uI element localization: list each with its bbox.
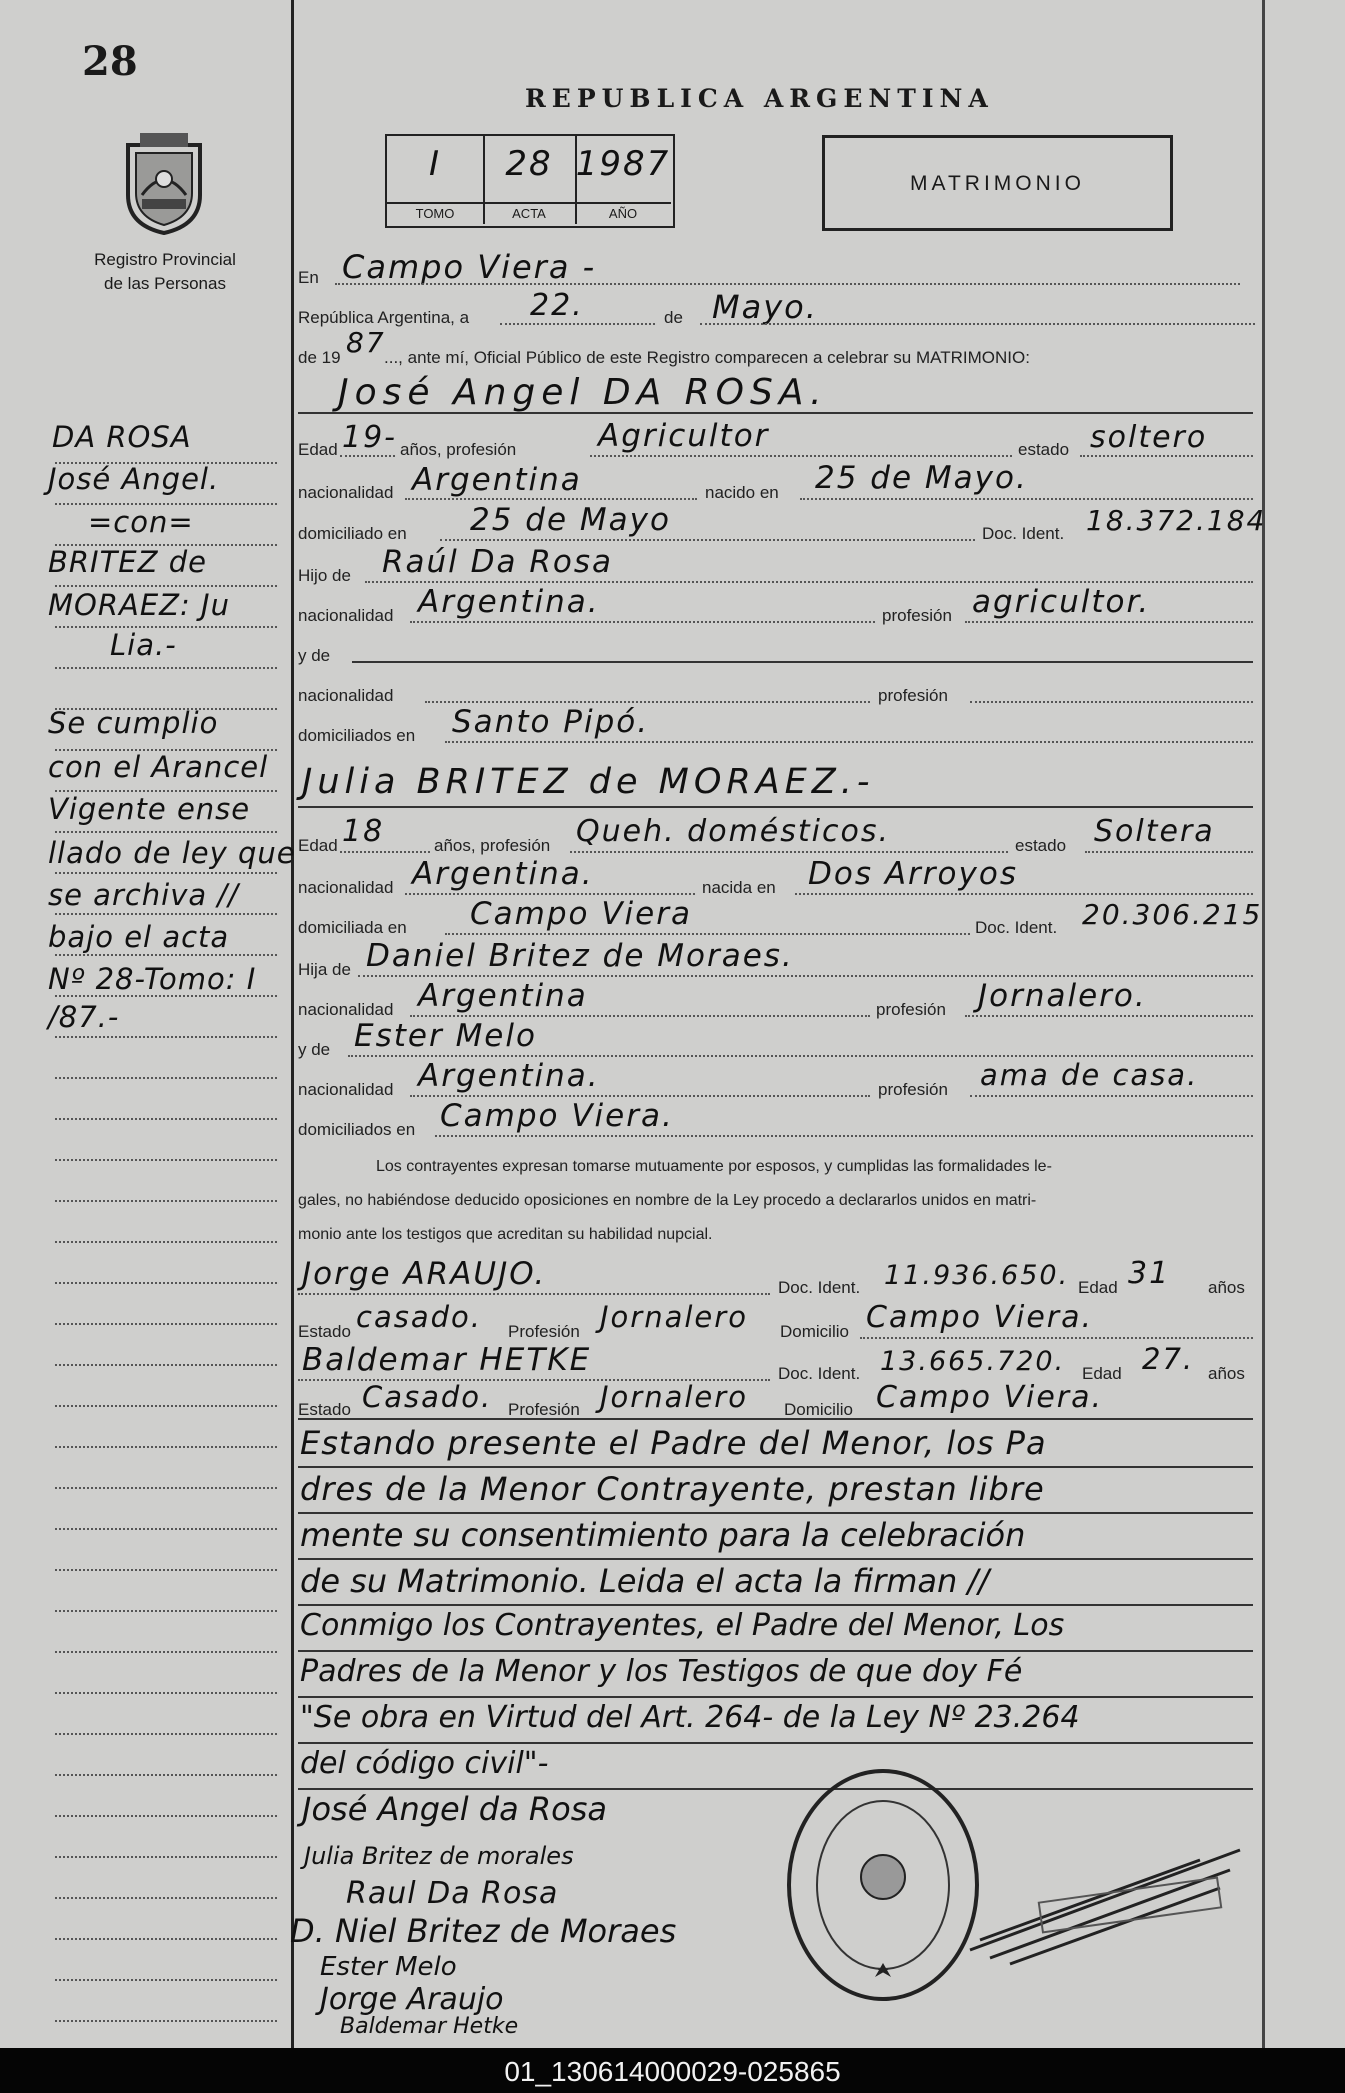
tomo-label: TOMO (387, 202, 483, 221)
stamp-note-line: Nº 28-Tomo: I (48, 962, 257, 996)
domiciliada-label: domiciliada en (298, 918, 407, 937)
observation-line: mente su consentimiento para la celebración (300, 1516, 1026, 1554)
observation-line: Conmigo los Contrayentes, el Padre del Menor, Los (300, 1608, 1065, 1643)
anio-cell (575, 136, 671, 224)
footer-code: 01_130614000029-025865 (504, 2056, 841, 2087)
witness-edad-label: Edad (1078, 1278, 1118, 1297)
groom-residence: 25 de Mayo (470, 502, 671, 538)
declaration-line: monio ante los testigos que acreditan su habilidad nupcial. (298, 1226, 713, 1243)
margin-rule-line (55, 1651, 277, 1653)
margin-note-line: BRITEZ de (48, 545, 207, 579)
tomo-cell (387, 136, 485, 224)
declaration-line: gales, no habiéndose deducido oposiciones en nombre de la Ley procedo a declararlos unidos en matri- (298, 1192, 1037, 1209)
signature: Julia Britez de morales (304, 1842, 574, 1870)
bride-residence: Campo Viera (470, 896, 692, 932)
witness-doc-label: Doc. Ident. (778, 1364, 861, 1383)
bride-nationality: Argentina. (412, 856, 594, 892)
tomo-value: I (428, 144, 442, 184)
margin-rule-line (55, 1364, 277, 1366)
estado-label: estado (1015, 836, 1067, 855)
y-de-label: y de (298, 1040, 331, 1059)
margin-rule-line (55, 1323, 277, 1325)
witness-profession: Jornalero (600, 1300, 748, 1334)
signature: Raul Da Rosa (346, 1876, 559, 1911)
ceremony-day: 22. (530, 288, 584, 323)
witness-estado-label: Estado (298, 1322, 351, 1341)
margin-rule-line (55, 1077, 277, 1079)
margin-rule-line (55, 1610, 277, 1612)
margin-divider (291, 0, 294, 2048)
bride-birthplace: Dos Arroyos (808, 856, 1018, 892)
groom-civil-state: soltero (1090, 420, 1208, 455)
margin-note-line: MORAEZ: Ju (48, 588, 230, 622)
bride-age: 18 (342, 814, 385, 849)
witness-domicilio-label: Domicilio (784, 1400, 853, 1419)
bride-father-name: Daniel Britez de Moraes. (366, 938, 794, 974)
bride-civil-state: Soltera (1094, 814, 1215, 849)
bride-mother-profession: ama de casa. (980, 1058, 1199, 1092)
ceremony-year: 87 (346, 326, 386, 359)
margin-rule-line (55, 1815, 277, 1817)
nacionalidad-label: nacionalidad (298, 878, 394, 897)
observation-line: dres de la Menor Contrayente, prestan libre (300, 1470, 1045, 1508)
stamp-note-line: /87.- (48, 1000, 120, 1034)
witness-anos-label: años (1208, 1364, 1245, 1383)
ceremony-place: Campo Viera - (342, 248, 597, 286)
margin-note-line: José Angel. (48, 462, 220, 496)
margin-rule-line (55, 667, 277, 669)
margin-rule-line (55, 1036, 277, 1038)
margin-rule-line (55, 831, 277, 833)
nacionalidad-label: nacionalidad (298, 606, 394, 625)
nacido-label: nacido en (705, 483, 779, 502)
groom-profession: Agricultor (598, 418, 770, 454)
witness-estado-label: Estado (298, 1400, 351, 1419)
witness-edad-label: Edad (1082, 1364, 1122, 1383)
doc-label: Doc. Ident. (975, 918, 1058, 937)
republica-label: República Argentina, a (298, 308, 470, 327)
bride-doc-number: 20.306.215 (1082, 898, 1263, 931)
margin-rule-line (55, 1528, 277, 1530)
signature: José Angel da Rosa (302, 1790, 607, 1828)
margin-rule-line (55, 913, 277, 915)
acta-label: ACTA (483, 202, 575, 221)
margin-rule-line (55, 1118, 277, 1120)
observation-line: de su Matrimonio. Leida el acta la firman // (300, 1562, 990, 1600)
margin-rule-line (55, 585, 277, 587)
groom-birthplace: 25 de Mayo. (815, 460, 1028, 496)
margin-rule-line (55, 1569, 277, 1571)
margin-rule-line (55, 1692, 277, 1694)
margin-rule-line (55, 954, 277, 956)
margin-rule-line (55, 2020, 277, 2022)
bride-father-nationality: Argentina (418, 978, 588, 1014)
domiciliados-label: domiciliados en (298, 1120, 416, 1139)
witness-profesion-label: Profesión (508, 1400, 580, 1419)
witness-domicilio-label: Domicilio (780, 1322, 849, 1341)
groom-parents-residence: Santo Pipó. (452, 704, 650, 740)
witness-profession: Jornalero (600, 1380, 748, 1414)
page-edge (1262, 0, 1265, 2048)
witness-doc: 11.936.650. (884, 1260, 1070, 1291)
margin-rule-line (55, 1856, 277, 1858)
margin-rule-line (55, 1774, 277, 1776)
hijo-label: Hijo de (298, 566, 351, 585)
footer-bar (0, 2048, 1345, 2093)
registry-name (60, 248, 270, 296)
bride-parents-residence: Campo Viera. (440, 1098, 674, 1134)
groom-father-name: Raúl Da Rosa (382, 544, 614, 580)
anio-label: AÑO (575, 202, 671, 221)
margin-rule-line (55, 1200, 277, 1202)
stamp-note-line: con el Arancel (48, 750, 269, 784)
margin-rule-line (55, 872, 277, 874)
edad-label: Edad (298, 836, 338, 855)
groom-name: José Angel DA ROSA. (338, 372, 828, 413)
stamp-note-line: bajo el acta (48, 920, 230, 954)
signature: Jorge Araujo (320, 1982, 504, 2017)
nacionalidad-label: nacionalidad (298, 1000, 394, 1019)
estado-label: estado (1018, 440, 1070, 459)
nacionalidad-label: nacionalidad (298, 1080, 394, 1099)
witness-residence: Campo Viera. (876, 1380, 1104, 1415)
groom-father-profession: agricultor. (972, 584, 1151, 620)
stamp-note-line: Se cumplio (48, 706, 219, 740)
doc-label: Doc. Ident. (982, 524, 1065, 543)
margin-rule-line (55, 1282, 277, 1284)
bride-mother-nationality: Argentina. (418, 1058, 600, 1094)
margin-rule-line (55, 1159, 277, 1161)
witness-name: Baldemar HETKE (302, 1342, 592, 1378)
witness-civil-state: casado. (356, 1300, 482, 1334)
reference-box (385, 134, 675, 228)
official-stamp-icon (783, 1765, 983, 2005)
witness-profesion-label: Profesión (508, 1322, 580, 1341)
witness-doc-label: Doc. Ident. (778, 1278, 861, 1297)
margin-rule-line (55, 1733, 277, 1735)
margin-note-line: Lia.- (110, 628, 177, 662)
bride-profession: Queh. domésticos. (576, 814, 890, 849)
page-number: 28 (82, 38, 138, 85)
margin-rule-line (55, 1446, 277, 1448)
profesion-label: profesión (878, 1080, 948, 1099)
country-title: REPUBLICA ARGENTINA (525, 84, 994, 113)
document-type-box (822, 135, 1173, 231)
signature: Ester Melo (320, 1952, 457, 1982)
nacionalidad-label: nacionalidad (298, 483, 394, 502)
document-type: MATRIMONIO (910, 172, 1085, 195)
margin-rule-line (55, 1487, 277, 1489)
bride-mother-name: Ester Melo (354, 1018, 537, 1054)
witness-anos-label: años (1208, 1278, 1245, 1297)
witness-civil-state: Casado. (362, 1380, 493, 1414)
groom-father-nationality: Argentina. (418, 584, 600, 620)
witness-age: 31 (1128, 1256, 1171, 1291)
margin-rule-line (55, 1241, 277, 1243)
margin-rule-line (55, 1405, 277, 1407)
margin-rule-line (55, 1897, 277, 1899)
stamp-note-line: se archiva // (48, 878, 239, 912)
margin-note-line: DA ROSA (52, 420, 192, 454)
witness-name: Jorge ARAUJO. (302, 1256, 547, 1292)
margin-note-line: =con= (88, 505, 194, 539)
bride-name: Julia BRITEZ de MORAEZ.- (302, 762, 875, 802)
observation-line: del código civil"- (300, 1746, 549, 1781)
declaration-line: Los contrayentes expresan tomarse mutuamente por esposos, y cumplidas las formalidades le- (376, 1158, 1052, 1175)
margin-rule-line (55, 1979, 277, 1981)
acta-cell (483, 136, 577, 224)
profesion-label: profesión (882, 606, 952, 625)
domiciliados-label: domiciliados en (298, 726, 416, 745)
groom-age: 19- (342, 420, 397, 455)
observation-line: "Se obra en Virtud del Art. 264- de la Ley Nº 23.264 (300, 1700, 1080, 1735)
witness-residence: Campo Viera. (866, 1300, 1094, 1335)
groom-doc-number: 18.372.184 (1086, 504, 1267, 537)
groom-nationality: Argentina (412, 462, 582, 498)
domiciliado-label: domiciliado en (298, 524, 407, 543)
y-de-label: y de (298, 646, 331, 665)
en-label: En (298, 268, 319, 287)
witness-age: 27. (1142, 1342, 1195, 1376)
hija-label: Hija de (298, 960, 351, 979)
ceremony-statement: ..., ante mí, Oficial Público de este Registro comparecen a celebrar su MATRIMONIO: (384, 348, 1030, 367)
anos-profesion-label: años, profesión (400, 440, 517, 459)
stamp-note-line: Vigente ense (48, 792, 251, 826)
profesion-label: profesión (876, 1000, 946, 1019)
observation-line: Padres de la Menor y los Testigos de que doy Fé (300, 1654, 1023, 1689)
nacida-label: nacida en (702, 878, 776, 897)
signature: D. Niel Britez de Moraes (290, 1912, 677, 1950)
official-signature-icon (960, 1830, 1260, 1970)
witness-doc: 13.665.720. (880, 1346, 1066, 1377)
profesion-label: profesión (878, 686, 948, 705)
anos-profesion-label: años, profesión (434, 836, 551, 855)
registry-name-line1: Registro Provincial (94, 250, 236, 269)
signature: Baldemar Hetke (340, 2014, 519, 2039)
bride-father-profession: Jornalero. (978, 978, 1147, 1014)
edad-label: Edad (298, 440, 338, 459)
acta-value: 28 (505, 144, 553, 184)
de-label: de (664, 308, 683, 327)
year-prefix: de 19 (298, 348, 341, 367)
registry-name-line2: de las Personas (104, 274, 226, 293)
observation-line: Estando presente el Padre del Menor, los Pa (300, 1424, 1047, 1462)
stamp-note-line: llado de ley que (48, 836, 296, 870)
provincia-misiones-seal-icon (118, 125, 210, 235)
nacionalidad-label: nacionalidad (298, 686, 394, 705)
ceremony-month: Mayo. (712, 288, 818, 326)
anio-value: 1987 (575, 144, 671, 184)
margin-rule-line (55, 1938, 277, 1940)
